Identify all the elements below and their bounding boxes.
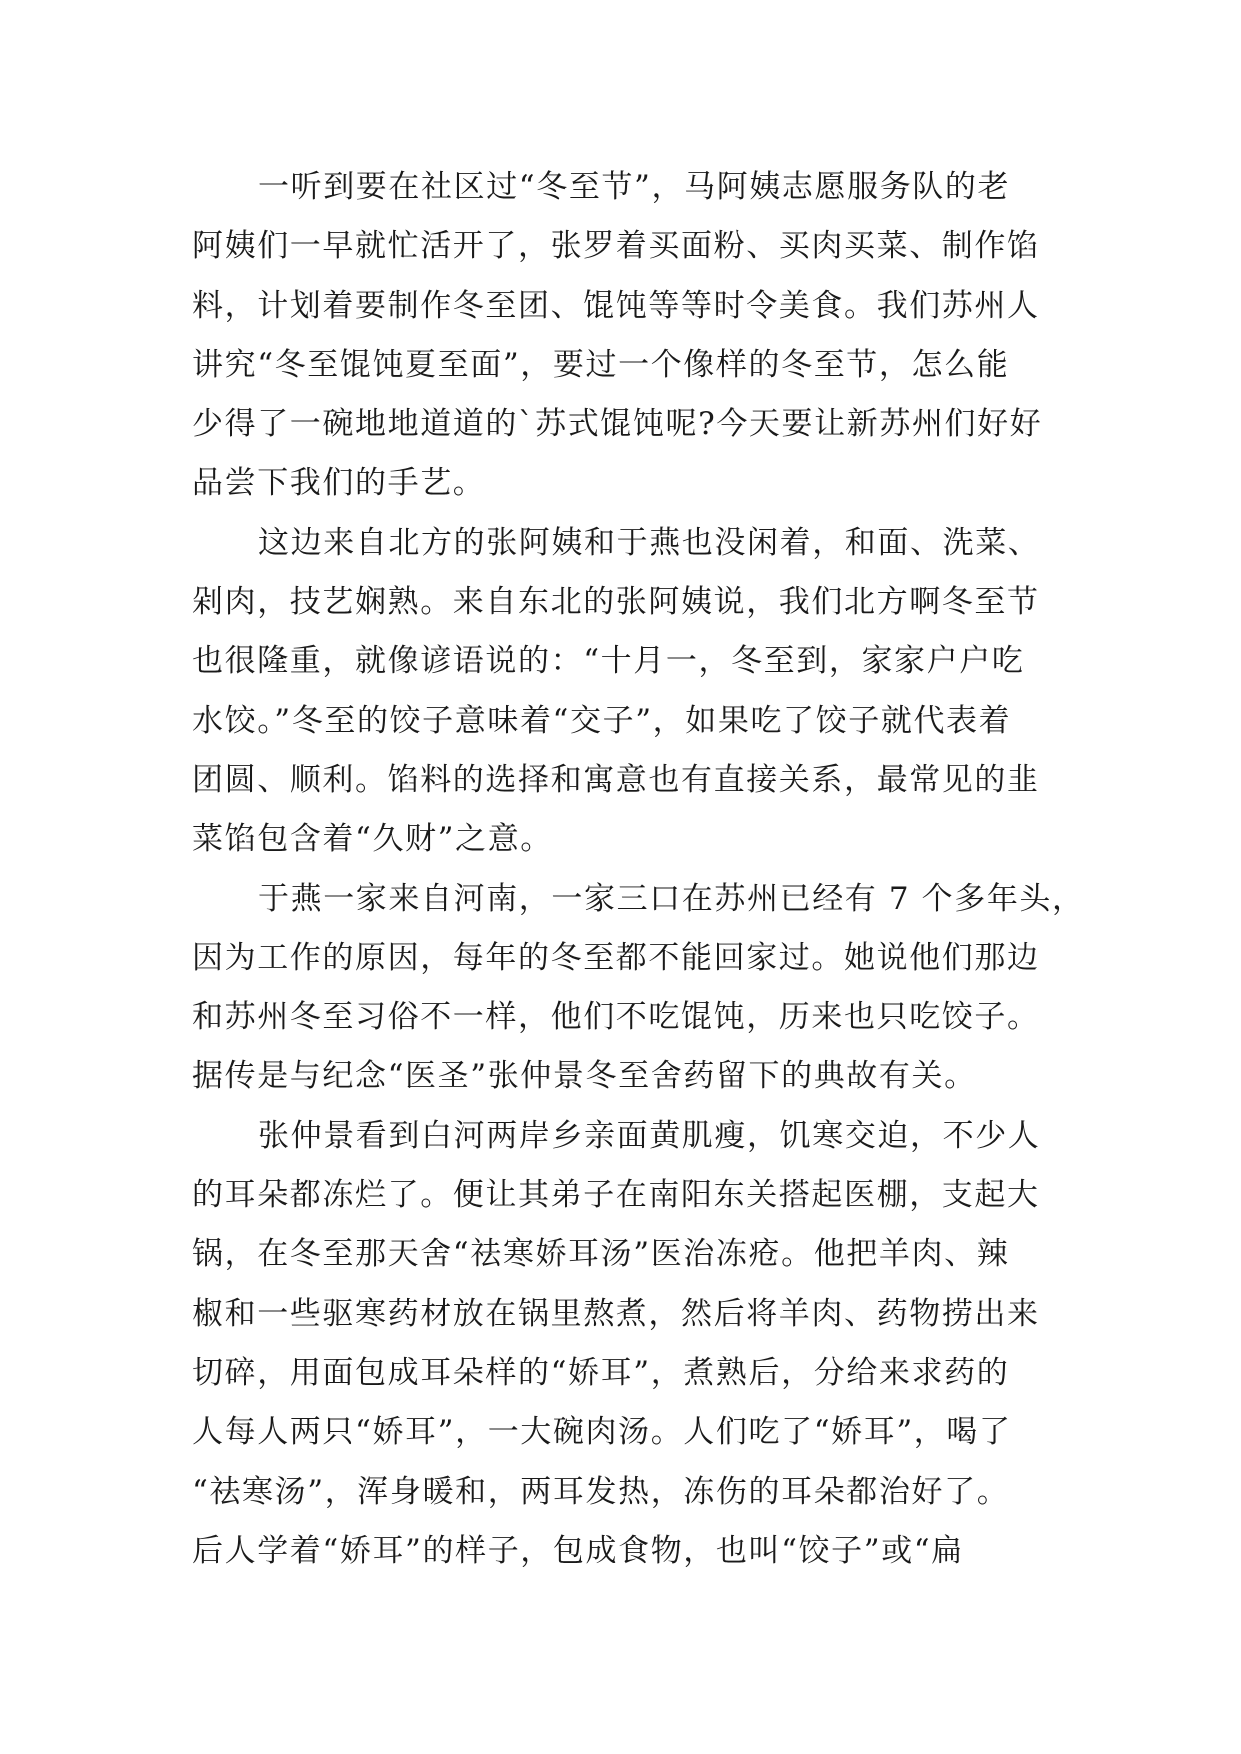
paragraph-4-line-1: 张仲景看到白河两岸乡亲面黄肌瘦，饥寒交迫，不少人 — [258, 1117, 1041, 1154]
paragraph-4-line-3: 锅，在冬至那天舍“祛寒娇耳汤”医治冻疮。他把羊肉、辣 — [192, 1236, 1010, 1273]
paragraph-1-line-3: 料，计划着要制作冬至团、馄饨等等时令美食。我们苏州人 — [192, 287, 1040, 324]
paragraph-2-line-3: 也很隆重，就像谚语说的：“十月一，冬至到，家家户户吃 — [192, 643, 1025, 680]
paragraph-2-line-2: 剁肉，技艺娴熟。来自东北的张阿姨说，我们北方啊冬至节 — [192, 584, 1040, 621]
body-text — [192, 158, 1085, 1581]
paragraph-4-line-2: 的耳朵都冻烂了。便让其弟子在南阳东关搭起医棚，支起大 — [192, 1177, 1040, 1214]
paragraph-1-line-6: 品尝下我们的手艺。 — [192, 465, 486, 502]
paragraph-3-line-1: 于燕一家来自河南，一家三口在苏州已经有 7 个多年头， — [258, 880, 1085, 917]
paragraph-2-line-6: 菜馅包含着“久财”之意。 — [192, 821, 553, 858]
paragraph-3-line-2: 因为工作的原因，每年的冬至都不能回家过。她说他们那边 — [192, 939, 1040, 976]
paragraph-4-line-8: 后人学着“娇耳”的样子，包成食物，也叫“饺子”或“扁 — [192, 1532, 964, 1569]
paragraph-1-line-2: 阿姨们一早就忙活开了，张罗着买面粉、买肉买菜、制作馅 — [192, 228, 1040, 265]
paragraph-4-line-7: “祛寒汤”，浑身暖和，两耳发热，冻伤的耳朵都治好了。 — [192, 1473, 1010, 1510]
paragraph-2-line-4: 水饺。”冬至的饺子意味着“交子”，如果吃了饺子就代表着 — [192, 702, 1012, 739]
paragraph-2-line-1: 这边来自北方的张阿姨和于燕也没闲着，和面、洗菜、 — [258, 524, 1041, 561]
paragraph-1-line-1: 一听到要在社区过“冬至节”，马阿姨志愿服务队的老 — [258, 169, 1011, 205]
paragraph-3-line-3: 和苏州冬至习俗不一样，他们不吃馄饨，历来也只吃饺子。 — [192, 999, 1040, 1036]
paragraph-4-line-6: 人每人两只“娇耳”，一大碗肉汤。人们吃了“娇耳”，喝了 — [192, 1414, 1012, 1451]
paragraph-1-line-5: 少得了一碗地地道道的`苏式馄饨呢?今天要让新苏州们好好 — [192, 406, 1043, 443]
paragraph-4-line-4: 椒和一些驱寒药材放在锅里熬煮，然后将羊肉、药物捞出来 — [192, 1295, 1040, 1332]
paragraph-1-line-4: 讲究“冬至馄饨夏至面”，要过一个像样的冬至节，怎么能 — [192, 346, 1010, 383]
paragraph-3-line-4: 据传是与纪念“医圣”张仲景冬至舍药留下的典故有关。 — [192, 1058, 977, 1095]
paragraph-4-line-5: 切碎，用面包成耳朵样的“娇耳”，煮熟后，分给来求药的 — [192, 1354, 1010, 1391]
paragraph-2-line-5: 团圆、顺利。馅料的选择和寓意也有直接关系，最常见的韭 — [192, 761, 1040, 798]
